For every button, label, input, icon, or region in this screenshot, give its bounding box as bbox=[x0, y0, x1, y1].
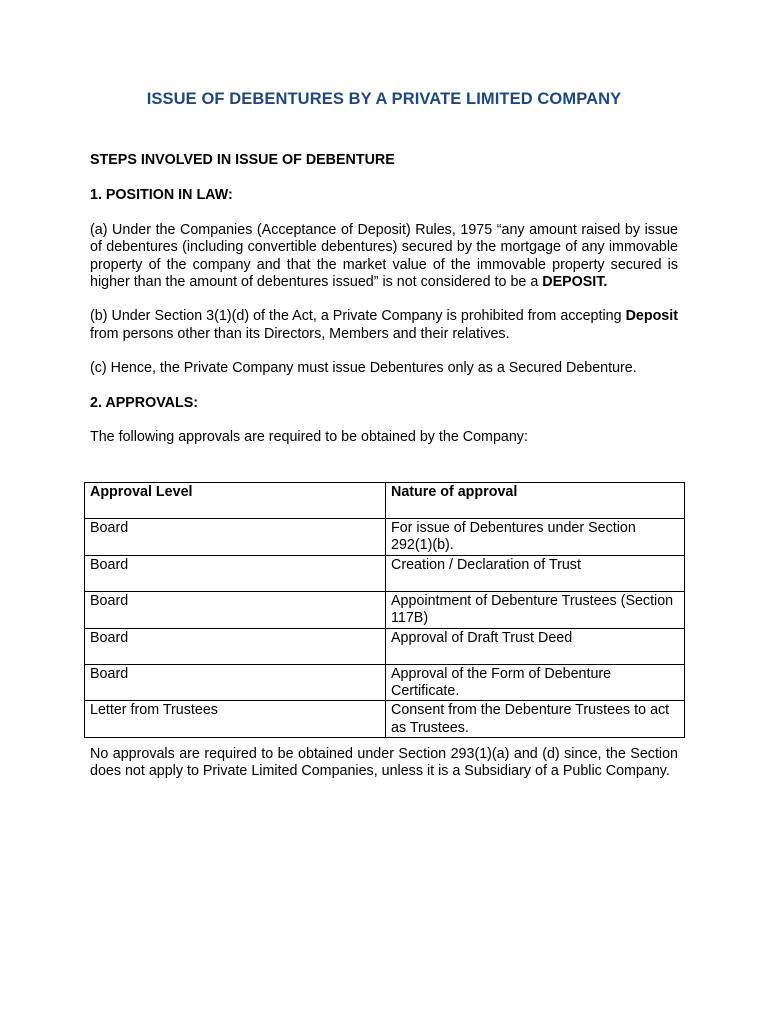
paragraph-b-bold: Deposit bbox=[625, 308, 678, 325]
table-cell: For issue of Debentures under Section 292(1)(b). bbox=[386, 519, 685, 556]
table-cell: Letter from Trustees bbox=[85, 701, 386, 738]
paragraph-c: (c) Hence, the Private Company must issue Debentures only as a Secured Debenture. bbox=[90, 360, 637, 377]
table-cell: Appointment of Debenture Trustees (Section 117B) bbox=[386, 591, 685, 628]
table-header-row bbox=[85, 483, 685, 519]
table-row bbox=[85, 519, 685, 556]
column-header-nature-of-approval: Nature of approval bbox=[386, 483, 685, 519]
page-title: ISSUE OF DEBENTURES BY A PRIVATE LIMITED COMPANY bbox=[146, 90, 622, 108]
approvals-table bbox=[84, 482, 685, 738]
paragraph-a-text: (a) Under the Companies (Acceptance of Deposit) Rules, 1975 “any amount raised by issue of debentures (including convertible debentures) secured by the mortgage of any immovable property of the company and that the market value of the immovable property secured is higher than the amount of debentures issued” is not considered to be a bbox=[90, 221, 678, 291]
section-1-heading: 1. POSITION IN LAW: bbox=[90, 187, 233, 204]
paragraph-b-post: from persons other than its Directors, Members and their relatives. bbox=[90, 325, 510, 342]
table-row bbox=[85, 701, 685, 738]
table-cell: Board bbox=[85, 628, 386, 664]
table-cell: Creation / Declaration of Trust bbox=[386, 555, 685, 591]
section-2-heading: 2. APPROVALS: bbox=[90, 394, 199, 411]
steps-heading: STEPS INVOLVED IN ISSUE OF DEBENTURE bbox=[90, 152, 395, 168]
document-body bbox=[90, 152, 678, 446]
table-cell: Approval of the Form of Debenture Certificate. bbox=[386, 664, 685, 701]
paragraph-a bbox=[90, 222, 678, 292]
paragraph-b bbox=[90, 308, 678, 343]
table-cell: Board bbox=[85, 664, 386, 701]
table-cell: Approval of Draft Trust Deed bbox=[386, 628, 685, 664]
closing-paragraph: No approvals are required to be obtained under Section 293(1)(a) and (d) since, the Section does not apply to Private Limited Companies, unless it is a Subsidiary of a Public Company. bbox=[90, 746, 678, 780]
table-row bbox=[85, 591, 685, 628]
approvals-intro: The following approvals are required to be obtained by the Company: bbox=[90, 429, 528, 446]
table-cell: Consent from the Debenture Trustees to act as Trustees. bbox=[386, 701, 685, 738]
table-row bbox=[85, 628, 685, 664]
paragraph-b-pre: (b) Under Section 3(1)(d) of the Act, a Private Company is prohibited from accepting bbox=[90, 308, 626, 325]
column-header-approval-level: Approval Level bbox=[85, 483, 386, 519]
table-row bbox=[85, 555, 685, 591]
table-cell: Board bbox=[85, 519, 386, 556]
paragraph-a-bold: DEPOSIT. bbox=[542, 274, 608, 291]
table-row bbox=[85, 664, 685, 701]
table-cell: Board bbox=[85, 591, 386, 628]
table-cell: Board bbox=[85, 555, 386, 591]
